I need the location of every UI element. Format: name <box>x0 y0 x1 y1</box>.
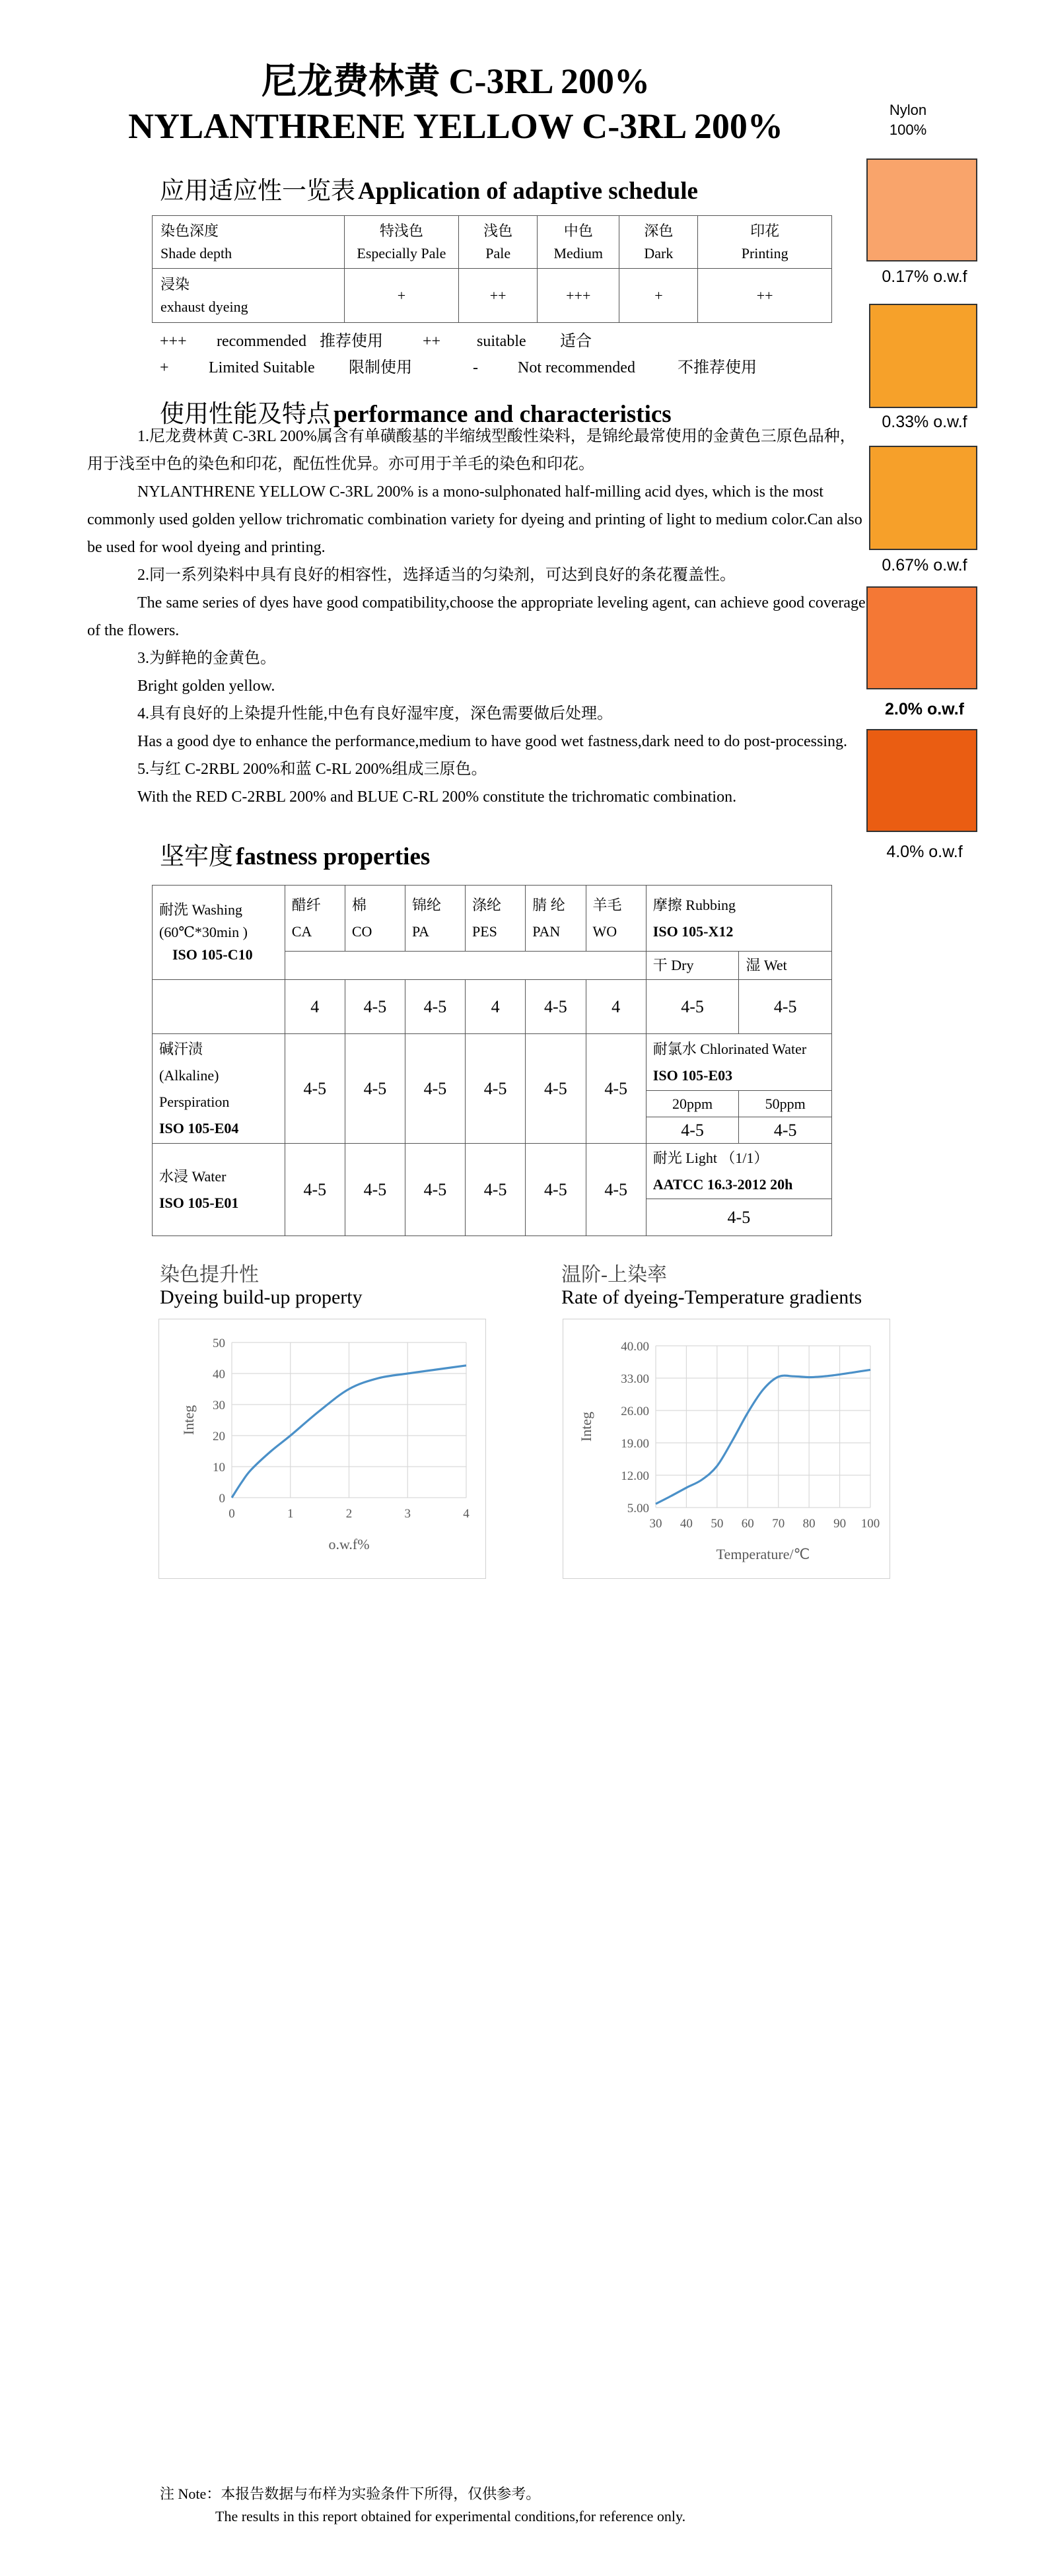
x-tick-label: 80 <box>802 1517 816 1531</box>
y-axis-title: Integ <box>578 1411 594 1442</box>
application-row-exhaust <box>153 269 832 323</box>
buildup-label-cn: 染色提升性 <box>160 1264 259 1286</box>
fiber-pan <box>526 886 586 952</box>
washing-value: 4-5 <box>526 980 586 1034</box>
col-en: Especially Pale <box>357 244 446 261</box>
x-tick-label: 1 <box>287 1507 294 1521</box>
temp-label-cn: 温阶-上染率 <box>561 1264 667 1286</box>
perspiration-value: 4-5 <box>285 1034 345 1144</box>
x-tick-label: 100 <box>860 1517 880 1531</box>
fiber-cn: 羊毛 <box>592 896 622 913</box>
y-tick-label: 40 <box>213 1368 225 1381</box>
light-std: AATCC 16.3-2012 20h <box>652 1175 793 1193</box>
fiber-en: PES <box>472 922 497 940</box>
fiber-cn: 锦纶 <box>411 896 441 913</box>
chlorinated-label <box>646 1034 831 1091</box>
fastness-heading <box>160 836 430 872</box>
perspiration-line1: 碱汗渍 <box>159 1040 203 1057</box>
chlorinated-50ppm: 50ppm <box>739 1091 832 1117</box>
rubbing-label <box>646 886 831 952</box>
nylon-label <box>882 100 934 140</box>
nylon-label-line1: Nylon <box>889 102 927 118</box>
legend-symbol: ++ <box>423 333 441 350</box>
application-header-row <box>153 216 832 269</box>
y-tick-label: 10 <box>213 1461 225 1475</box>
fiber-cn: 醋纤 <box>291 896 321 913</box>
footer-note-en: The results in this report obtained for experimental conditions,for reference only. <box>215 2508 686 2524</box>
fiber-co <box>345 886 405 952</box>
buildup-chart-box <box>158 1319 486 1579</box>
rubbing-wet-label: 湿 Wet <box>739 952 832 980</box>
legend-symbol: +++ <box>160 333 187 350</box>
legend-row-2 <box>160 354 757 382</box>
rubbing-title: 摩擦 Rubbing <box>652 896 736 913</box>
fiber-wo <box>586 886 646 952</box>
water-value: 4-5 <box>345 1144 405 1236</box>
cell-value: + <box>619 269 698 323</box>
legend-en: Limited Suitable <box>209 359 315 376</box>
col-especially-pale <box>344 216 459 269</box>
legend-symbol: - <box>473 359 478 376</box>
cell-value: ++ <box>459 269 538 323</box>
col-en: Printing <box>741 244 788 261</box>
x-tick-label: 0 <box>228 1507 235 1521</box>
x-tick-label: 4 <box>463 1507 470 1521</box>
water-line1: 水浸 Water <box>159 1167 227 1185</box>
temperature-chart <box>563 1319 890 1578</box>
legend-cn: 不推荐使用 <box>678 359 757 376</box>
water-value: 4-5 <box>586 1144 646 1236</box>
swatch-0-33 <box>869 304 977 408</box>
x-tick-label: 50 <box>711 1517 724 1531</box>
col-en: Medium <box>553 244 604 261</box>
perspiration-value: 4-5 <box>586 1034 646 1144</box>
exhaust-dyeing-label <box>153 269 345 323</box>
col-medium <box>538 216 619 269</box>
washing-value: 4 <box>586 980 646 1034</box>
x-tick-label: 60 <box>741 1517 754 1531</box>
chlorinated-value-20: 4-5 <box>646 1117 739 1144</box>
shade-depth-en: Shade depth <box>160 244 232 261</box>
col-en: Pale <box>485 244 511 261</box>
perf-p4-en: Has a good dye to enhance the performance,medium to have good wet fastness,dark need to do post-processing. <box>137 733 848 750</box>
y-tick-label: 50 <box>213 1337 225 1350</box>
fastness-heading-cn: 坚牢度 <box>160 843 233 870</box>
y-tick-label: 12.00 <box>621 1469 649 1483</box>
perspiration-line2: (Alkaline) <box>159 1066 219 1084</box>
perf-p2-en: The same series of dyes have good compatibility,choose the appropriate leveling agent, can achieve good coverage of the flowers. <box>87 594 866 639</box>
fiber-en: PAN <box>532 922 561 940</box>
perspiration-value: 4-5 <box>526 1034 586 1144</box>
legend-en: suitable <box>477 333 526 350</box>
y-tick-label: 40.00 <box>621 1340 649 1354</box>
fiber-en: PA <box>411 922 430 940</box>
perf-p4-cn: 4.具有良好的上染提升性能,中色有良好湿牢度，深色需要做后处理。 <box>137 705 613 722</box>
legend-cn: 限制使用 <box>349 359 412 376</box>
title-chinese: 尼龙费林黄 C-3RL 200% <box>261 61 650 101</box>
shade-depth-header <box>153 216 345 269</box>
washing-line2: (60℃*30min ) <box>159 924 248 940</box>
fiber-cn: 腈 纶 <box>532 896 565 913</box>
nylon-label-line2: 100% <box>889 122 927 138</box>
y-tick-label: 19.00 <box>621 1437 649 1451</box>
fastness-table <box>152 885 832 1236</box>
temp-label-en: Rate of dyeing-Temperature gradients <box>561 1286 862 1308</box>
fiber-pa <box>405 886 465 952</box>
light-title: 耐光 Light （1/1） <box>652 1149 769 1166</box>
x-tick-label: 90 <box>833 1517 847 1531</box>
perf-p5-cn: 5.与红 C-2RBL 200%和蓝 C-RL 200%组成三原色。 <box>137 761 487 778</box>
fiber-en: CO <box>351 922 372 940</box>
perspiration-value: 4-5 <box>345 1034 405 1144</box>
swatch-0-67 <box>869 446 977 550</box>
swatch-4-0 <box>866 729 977 832</box>
application-heading <box>160 170 698 206</box>
fiber-en: WO <box>592 922 617 940</box>
x-tick-label: 40 <box>680 1517 693 1531</box>
application-heading-cn: 应用适应性一览表 <box>160 178 355 205</box>
x-tick-label: 2 <box>345 1507 353 1521</box>
rubbing-dry-value: 4-5 <box>646 980 739 1034</box>
perf-p2-cn: 2.同一系列染料中具有良好的相容性，选择适当的匀染剂，可达到良好的条花覆盖性。 <box>137 567 736 584</box>
light-value: 4-5 <box>646 1199 831 1236</box>
col-cn: 印花 <box>750 222 780 239</box>
exhaust-en: exhaust dyeing <box>160 298 248 315</box>
fiber-ca <box>285 886 345 952</box>
perspiration-row <box>153 1034 832 1091</box>
legend-cn: 推荐使用 <box>320 333 383 350</box>
perspiration-line3: Perspiration <box>159 1093 230 1110</box>
swatch-label-0-17: 0.17% o.w.f <box>882 267 967 286</box>
washing-label <box>153 886 285 980</box>
water-label <box>153 1144 285 1236</box>
application-heading-en: Application of adaptive schedule <box>358 178 698 205</box>
buildup-label-en: Dyeing build-up property <box>160 1286 363 1308</box>
buildup-chart <box>159 1319 485 1578</box>
col-dark <box>619 216 698 269</box>
y-axis-title: Integ <box>180 1405 197 1436</box>
water-value: 4-5 <box>405 1144 465 1236</box>
shade-depth-cn: 染色深度 <box>160 222 219 239</box>
title-english: NYLANTHRENE YELLOW C-3RL 200% <box>128 106 783 146</box>
chlorinated-20ppm: 20ppm <box>646 1091 739 1117</box>
cell-value: ++ <box>698 269 832 323</box>
perspiration-std: ISO 105-E04 <box>159 1119 239 1136</box>
washing-value: 4 <box>466 980 526 1034</box>
washing-value: 4-5 <box>405 980 465 1034</box>
y-tick-label: 33.00 <box>621 1372 649 1386</box>
swatch-label-4-0: 4.0% o.w.f <box>886 843 963 861</box>
col-printing <box>698 216 832 269</box>
fiber-cn: 棉 <box>351 896 367 913</box>
perspiration-label <box>153 1034 285 1144</box>
x-tick-label: 3 <box>404 1507 411 1521</box>
perf-p3-cn: 3.为鲜艳的金黄色。 <box>137 650 276 667</box>
y-tick-label: 5.00 <box>627 1502 649 1515</box>
legend-en: recommended <box>217 333 306 350</box>
washing-std: ISO 105-C10 <box>172 946 253 963</box>
washing-value: 4 <box>285 980 345 1034</box>
col-en: Dark <box>644 244 674 261</box>
perf-p3-en: Bright golden yellow. <box>137 678 275 695</box>
y-tick-label: 30 <box>213 1399 225 1412</box>
chlorinated-std: ISO 105-E03 <box>652 1066 733 1084</box>
perf-p1-cn: 1.尼龙费林黄 C-3RL 200%属含有单磺酸基的半缩绒型酸性染料，是锦纶最常使用的金黄色三原色品种，用于浅至中色的染色和印花，配伍性优异。亦可用于羊毛的染色和印花。 <box>87 428 856 473</box>
performance-body <box>87 423 866 811</box>
y-tick-label: 26.00 <box>621 1405 649 1418</box>
fastness-heading-en: fastness properties <box>236 843 431 870</box>
light-label <box>646 1144 831 1199</box>
water-std: ISO 105-E01 <box>159 1194 239 1211</box>
swatch-label-0-67: 0.67% o.w.f <box>882 556 967 574</box>
x-axis-title: o.w.f% <box>328 1536 370 1552</box>
col-cn: 深色 <box>644 222 674 239</box>
fastness-washing-header-row <box>153 886 832 952</box>
rubbing-wet-value: 4-5 <box>739 980 832 1034</box>
performance-heading-cn: 使用性能及特点 <box>160 401 331 428</box>
footer-note-cn: 注 Note：本报告数据与布样为实验条件下所得，仅供参考。 <box>160 2486 541 2502</box>
perf-p1-en: NYLANTHRENE YELLOW C-3RL 200% is a mono-sulphonated half-milling acid dyes, which is the most commonly used golden yellow trichromatic combination variety for dyeing and printing of light to medium color.Can also be used for wool dyeing and printing. <box>87 483 862 556</box>
water-value: 4-5 <box>285 1144 345 1236</box>
x-axis-title: Temperature/℃ <box>716 1546 810 1562</box>
perspiration-value: 4-5 <box>466 1034 526 1144</box>
y-tick-label: 0 <box>219 1492 225 1506</box>
col-cn: 中色 <box>563 222 593 239</box>
chlorinated-value-50: 4-5 <box>739 1117 832 1144</box>
cell-value: +++ <box>538 269 619 323</box>
washing-line1: 耐洗 Washing <box>159 901 242 918</box>
col-pale <box>459 216 538 269</box>
rubbing-dry-label: 干 Dry <box>646 952 739 980</box>
water-value: 4-5 <box>466 1144 526 1236</box>
fiber-cn: 涤纶 <box>472 896 502 913</box>
legend-row-1 <box>160 328 592 355</box>
legend-symbol: + <box>160 359 169 376</box>
col-cn: 浅色 <box>483 222 513 239</box>
washing-value: 4-5 <box>345 980 405 1034</box>
application-table <box>152 215 832 323</box>
water-row <box>153 1144 832 1199</box>
cell-value: + <box>344 269 459 323</box>
rubbing-std: ISO 105-X12 <box>652 922 734 940</box>
exhaust-cn: 浸染 <box>160 275 190 293</box>
x-tick-label: 70 <box>772 1517 785 1531</box>
swatch-2-0 <box>866 586 977 689</box>
washing-values-row <box>153 980 832 1034</box>
legend-en: Not recommended <box>518 359 635 376</box>
swatch-0-17 <box>866 158 977 261</box>
water-value: 4-5 <box>526 1144 586 1236</box>
fiber-en: CA <box>291 922 312 940</box>
y-tick-label: 20 <box>213 1430 225 1444</box>
series-line <box>656 1370 870 1504</box>
chlorinated-title: 耐氯水 Chlorinated Water <box>652 1040 807 1057</box>
legend-cn: 适合 <box>560 333 592 350</box>
col-cn: 特浅色 <box>379 222 423 239</box>
x-tick-label: 30 <box>649 1517 662 1531</box>
perspiration-value: 4-5 <box>405 1034 465 1144</box>
swatch-label-2-0: 2.0% o.w.f <box>885 700 964 718</box>
fiber-pes <box>466 886 526 952</box>
swatch-label-0-33: 0.33% o.w.f <box>882 413 967 431</box>
temperature-chart-box <box>563 1319 890 1579</box>
performance-heading-en: performance and characteristics <box>333 401 672 428</box>
perf-p5-en: With the RED C-2RBL 200% and BLUE C-RL 200% constitute the trichromatic combination. <box>137 788 737 806</box>
